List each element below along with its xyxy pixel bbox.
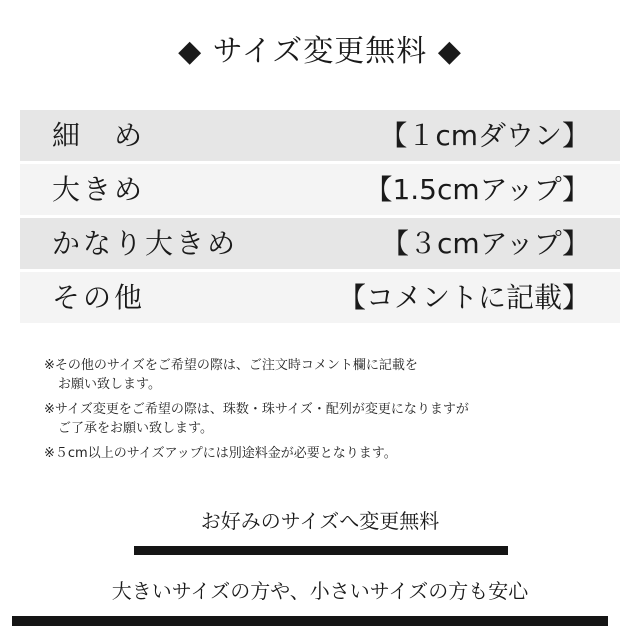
size-row-other xyxy=(20,272,620,323)
size-change-note: 【１cmダウン】 xyxy=(379,119,590,152)
footer-subheading-underline xyxy=(12,616,608,626)
size-row-large xyxy=(20,164,620,215)
size-label: かなり大きめ xyxy=(52,227,239,260)
note-item xyxy=(44,356,624,394)
note-text-continued: ご了承をお願い致します。 xyxy=(58,421,213,436)
size-options-table xyxy=(20,110,620,326)
size-change-note: 【1.5cmアップ】 xyxy=(364,173,590,206)
size-label: 細 め xyxy=(52,119,146,152)
note-text: ※５cm以上のサイズアップには別途料金が必要となります。 xyxy=(44,446,397,461)
note-text-continued: お願い致します。 xyxy=(58,377,161,392)
size-label: その他 xyxy=(52,281,146,314)
note-text: ※サイズ変更をご希望の際は、珠数・珠サイズ・配列が変更になりますが xyxy=(44,402,469,417)
page-title: ◆ サイズ変更無料 ◆ xyxy=(178,34,462,69)
footer-heading-underline xyxy=(134,546,508,555)
size-change-note: 【３cmアップ】 xyxy=(381,227,590,260)
size-row-small xyxy=(20,110,620,161)
notes-list xyxy=(44,356,624,469)
note-item xyxy=(44,444,624,463)
note-text: ※その他のサイズをご希望の際は、ご注文時コメント欄に記載を xyxy=(44,358,418,373)
size-row-extra-large xyxy=(20,218,620,269)
footer-subheading: 大きいサイズの方や、小さいサイズの方も安心 xyxy=(111,579,529,603)
size-change-note: 【コメントに記載】 xyxy=(337,281,590,314)
size-label: 大きめ xyxy=(52,173,146,206)
footer-heading: お好みのサイズへ変更無料 xyxy=(200,509,440,533)
note-item xyxy=(44,400,624,438)
